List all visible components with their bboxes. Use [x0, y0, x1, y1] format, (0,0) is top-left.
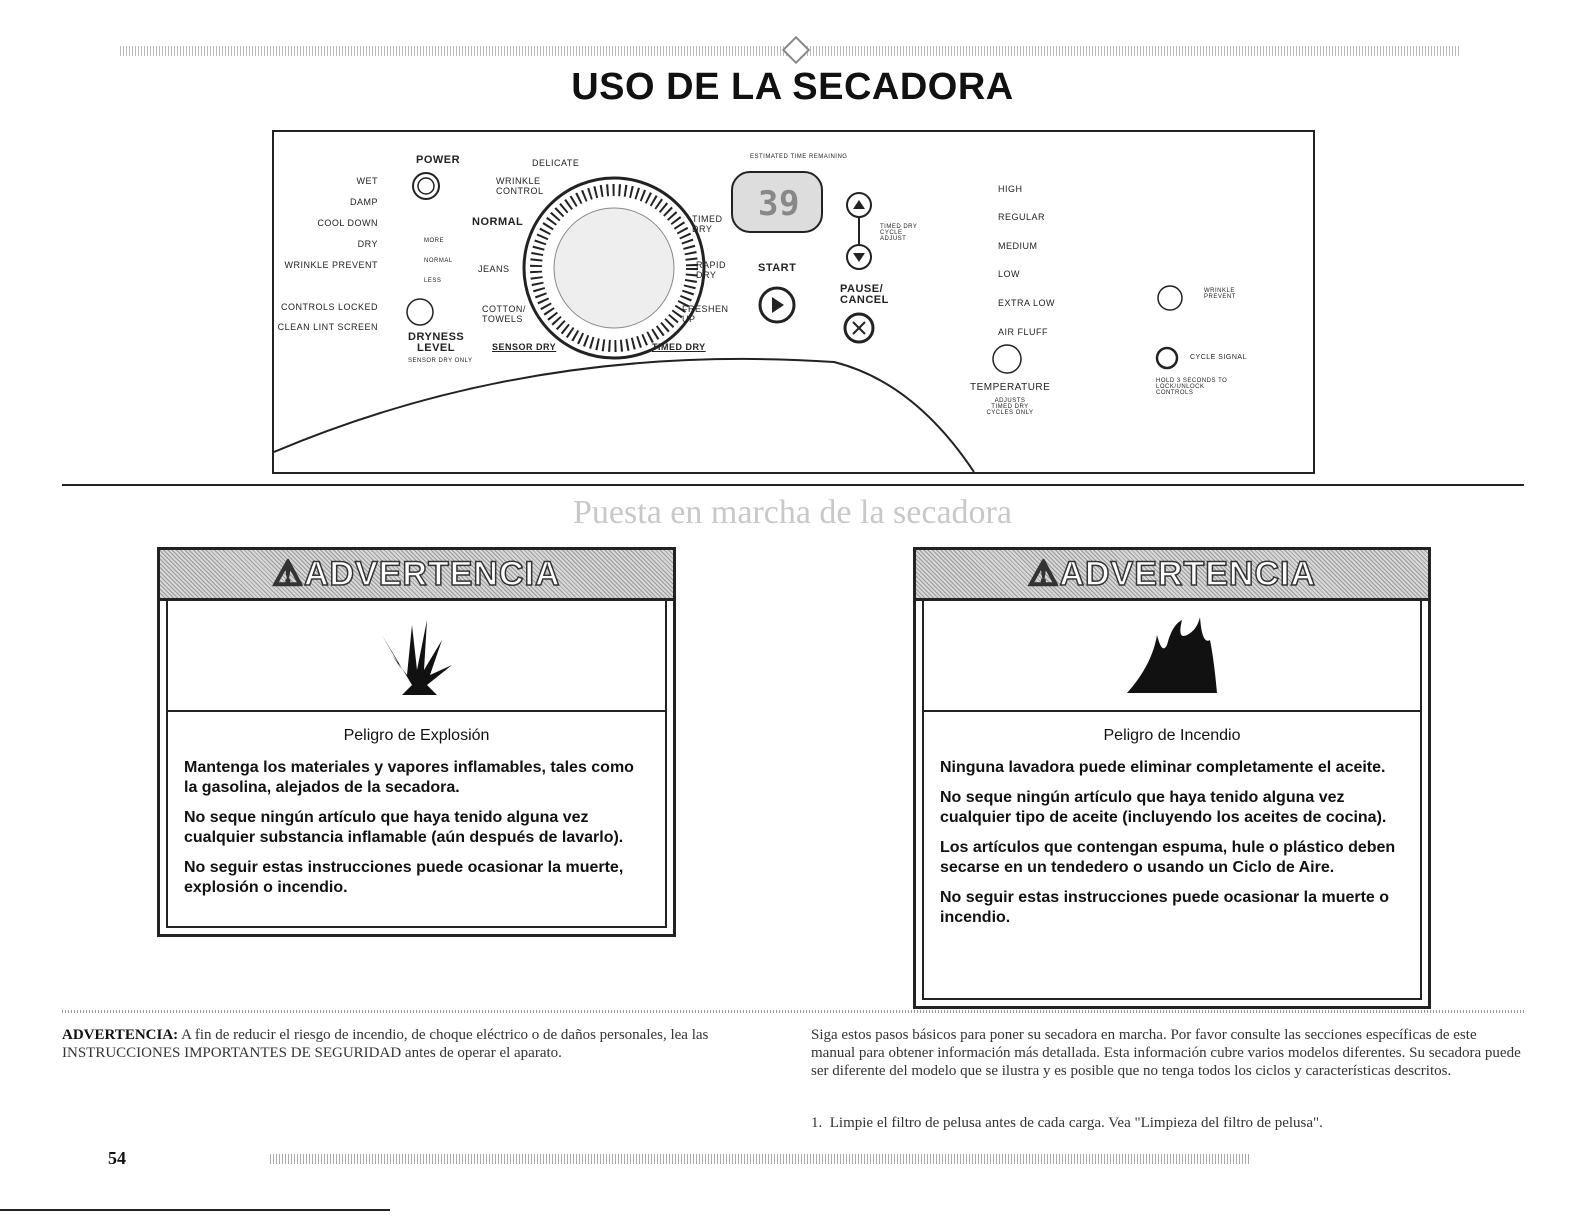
temp-low: LOW: [998, 269, 1021, 279]
wrinkle-prevent-label: WRINKLE PREVENT: [1204, 288, 1236, 300]
dotted-separator: [62, 1010, 1524, 1013]
cycle-normal: NORMAL: [472, 216, 524, 228]
sensor-only-note: SENSOR DRY ONLY: [408, 358, 473, 364]
diamond-ornament: [782, 36, 810, 64]
warning-box-fire: [913, 547, 1431, 1009]
page-footer: [70, 1148, 1470, 1168]
warning-paragraph: No seguir estas instrucciones puede ocasionar la muerte o incendio.: [940, 889, 1390, 926]
clean-lint-label: CLEAN LINT SCREEN: [277, 322, 378, 332]
page-number: 54: [108, 1148, 126, 1168]
status-cool-down: COOL DOWN: [317, 218, 378, 228]
cycle-cotton-towels: COTTON/ TOWELS: [482, 304, 526, 324]
top-decorative-bar: [120, 46, 1460, 56]
page-title: USO DE LA SECADORA: [571, 66, 1014, 108]
warning-header-text: ADVERTENCIA: [303, 554, 561, 593]
warning-paragraph: No seque ningún artículo que haya tenido alguna vez cualquier substancia inflamable (aún después de lavarlo).: [184, 809, 624, 846]
intro-paragraph: Siga estos pasos básicos para poner su secadora en marcha. Por favor consulte las secciones específicas de este manual para obtener información más detallada. Esta información cubre varios modelos diferentes. Su secadora puede ser diferente del modelo que se ilustra y es posible que no tenga todos los ciclos y características descritos.: [811, 1027, 1521, 1079]
warning-header-text: ADVERTENCIA: [1059, 554, 1317, 593]
temp-high: HIGH: [998, 184, 1023, 194]
horizontal-rule: [62, 484, 1524, 486]
warning-box-explosion: [157, 547, 676, 937]
cycle-wrinkle-control: WRINKLE CONTROL: [496, 176, 544, 196]
dryness-knob-icon: [407, 299, 433, 325]
cycle-jeans: JEANS: [478, 264, 510, 274]
bottom-rule: [0, 1209, 390, 1211]
time-display-digits: 39: [758, 184, 800, 224]
warning-paragraph: Los artículos que contengan espuma, hule o plástico deben secarse en un tendedero o usando un Ciclo de Aire.: [940, 839, 1396, 876]
safety-warning-text: A fin de reducir el riesgo de incendio, de choque eléctrico o de daños personales, lea las INSTRUCCIONES IMPORTANTES DE SEGURIDAD antes de operar el aparato.: [62, 1027, 709, 1061]
dryness-more: MORE: [424, 238, 444, 244]
sensor-dry-band: SENSOR DRY: [492, 342, 557, 352]
temp-extra-low: EXTRA LOW: [998, 298, 1056, 308]
panel-curve: [274, 359, 974, 472]
step-number: 1.: [811, 1115, 823, 1131]
warning-inner: [166, 598, 667, 928]
temperature-knob-icon: [993, 345, 1021, 373]
status-damp: DAMP: [349, 197, 378, 207]
temp-medium: MEDIUM: [998, 241, 1038, 251]
cycle-signal-button-icon: [1157, 348, 1177, 368]
temperature-label: TEMPERATURE: [970, 382, 1051, 393]
step-text: Limpie el filtro de pelusa antes de cada carga. Vea "Limpieza del filtro de pelusa".: [829, 1115, 1323, 1131]
step-1: [811, 1114, 1521, 1132]
hazard-title: Peligro de Explosión: [343, 727, 490, 744]
temperature-note: ADJUSTS TIMED DRY CYCLES ONLY: [986, 398, 1034, 416]
temp-regular: REGULAR: [998, 212, 1046, 222]
temp-air-fluff: AIR FLUFF: [998, 327, 1049, 337]
power-button-icon: [413, 173, 439, 199]
safety-warning-paragraph: [62, 1026, 752, 1062]
cycle-signal-label: CYCLE SIGNAL: [1190, 354, 1247, 361]
warning-paragraph: No seguir estas instrucciones puede ocasionar la muerte, explosión o incendio.: [184, 859, 624, 896]
footer-bar: [270, 1154, 1250, 1164]
warning-header: ⚠ ADVERTENCIA: [160, 550, 673, 601]
hazard-title: Peligro de Incendio: [1103, 727, 1241, 744]
section-title: Puesta en marcha de la secadora: [573, 494, 1012, 531]
status-wet: WET: [356, 176, 378, 186]
power-symbol-icon: [418, 178, 434, 194]
power-label: POWER: [416, 154, 461, 166]
warning-paragraph: Mantenga los materiales y vapores inflamables, tales como la gasolina, alejados de la secadora.: [184, 759, 634, 796]
cycle-timed-dry: TIMED DRY: [692, 214, 723, 234]
safety-warning-label: ADVERTENCIA:: [62, 1027, 179, 1043]
warning-paragraph: No seque ningún artículo que haya tenido alguna vez cualquier tipo de aceite (incluyendo los aceites de cocina).: [940, 789, 1387, 826]
warning-header: ⚠ ADVERTENCIA: [916, 550, 1428, 601]
dial-center-icon: [554, 208, 674, 328]
dryness-less: LESS: [424, 278, 442, 284]
warning-paragraph: Ninguna lavadora puede eliminar completamente el aceite.: [940, 759, 1386, 776]
cycle-freshen-up: FRESHEN UP: [682, 304, 729, 324]
dryness-normal: NORMAL: [424, 258, 453, 264]
warning-inner: [922, 598, 1422, 1000]
control-panel-illustration: [272, 130, 1315, 474]
controls-locked-label: CONTROLS LOCKED: [280, 302, 378, 312]
hold-lock-note: HOLD 3 SECONDS TO LOCK/UNLOCK CONTROLS: [1156, 378, 1228, 396]
timed-adjust-label: TIMED DRY CYCLE ADJUST: [880, 224, 918, 242]
cycle-rapid-dry: RAPID DRY: [696, 260, 727, 280]
pause-cancel-label: PAUSE/ CANCEL: [840, 283, 889, 306]
dryness-level-label: DRYNESS LEVEL: [408, 331, 465, 354]
estimated-time-label: ESTIMATED TIME REMAINING: [750, 154, 848, 160]
status-wrinkle-prevent: WRINKLE PREVENT: [284, 260, 378, 270]
fire-icon: [924, 600, 1420, 712]
status-dry: DRY: [357, 239, 378, 249]
explosion-icon: [168, 600, 665, 712]
start-label: START: [758, 262, 797, 274]
wrinkle-prevent-button-icon: [1158, 286, 1182, 310]
timed-dry-band: TIMED DRY: [652, 342, 706, 352]
cycle-delicate: DELICATE: [532, 158, 580, 168]
